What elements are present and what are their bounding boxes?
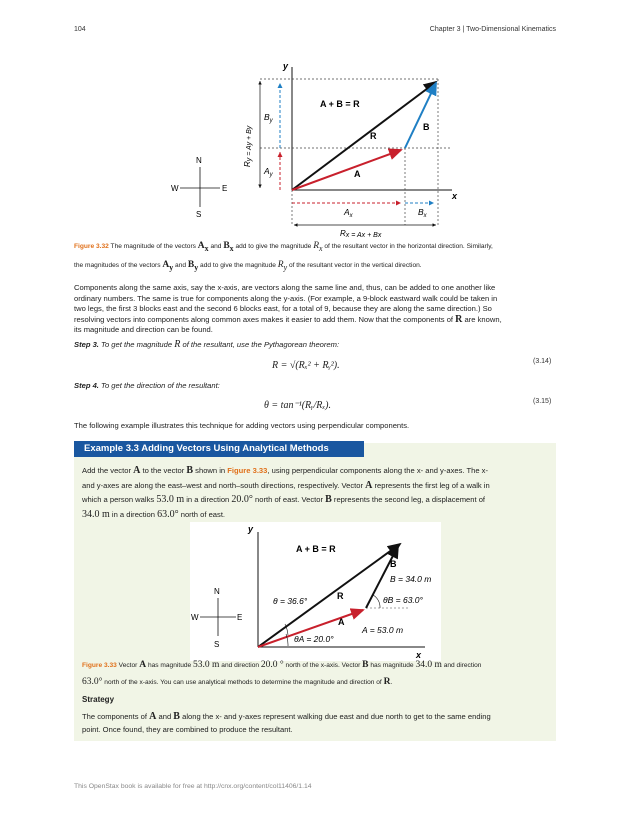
compass-icon (191, 587, 242, 649)
fig33-R: R (337, 591, 344, 601)
x-axis-label: x (452, 191, 458, 201)
label-Bx: $B_x$ (418, 207, 427, 219)
fig33-sum: A + B = R (296, 544, 336, 554)
label-Ay: $A_y$ (264, 166, 273, 178)
figure-3-32 (160, 55, 480, 240)
label-Ax: $A_x$ (344, 207, 353, 219)
equation-number-3-15: (3.15) (533, 398, 552, 405)
label-Rx-eq: Rx = Ax + Bx (340, 229, 382, 239)
vector-R (292, 82, 436, 190)
page-number: 104 (74, 26, 86, 33)
chapter-header: Chapter 3 | Two-Dimensional Kinematics (429, 26, 556, 33)
fig33-theta: θ = 36.6° (273, 596, 308, 606)
example-intro: Add the vector A to the vector B shown in Figure 3.33, using perpendicular components along the x- and y-axes. The x- and y-axes are along the east–west and north–south directions, respectively. Vector A represents the first leg of a walk in which a person walks 53.0 m in a direction 20.0° north of east. Vector B represents the second leg, a displacement of 34.0 m in a direction 63.0° north of east. (82, 465, 490, 520)
fig33-B: B (390, 559, 397, 569)
equation-number-3-14: (3.14) (533, 358, 552, 365)
label-sum: A + B = R (320, 99, 360, 109)
y-axis-label: y (283, 61, 289, 71)
equation-3-14: R = √(Rₓ² + Rᵧ²). (272, 360, 340, 371)
figure-3-33 (190, 522, 441, 661)
strategy-title: Strategy (82, 695, 115, 704)
figure-3-33-caption: Figure 3.33 Vector A has magnitude 53.0 m and direction 20.0 ° north of the x-axis. Vector B has magnitude 34.0 m and direction 63.0° north of the x-axis. You can use analytical methods to determine the magnitude and direction of R. (82, 660, 482, 687)
label-A: A (354, 169, 361, 179)
fig33-A-mag: A = 53.0 m (362, 625, 404, 635)
label-B: B (423, 122, 430, 132)
svg-text:N: N (196, 156, 202, 165)
svg-text:S: S (196, 210, 202, 219)
fig33-B-mag: B = 34.0 m (390, 574, 432, 584)
fig33-A: A (338, 617, 345, 627)
step-4: Step 4. To get the direction of the resultant: (74, 381, 220, 390)
svg-text:S: S (214, 640, 220, 649)
step-3: Step 3. To get the magnitude R of the resultant, use the Pythagorean theorem: (74, 339, 340, 350)
example-title: Example 3.3 Adding Vectors Using Analytical Methods (74, 441, 364, 457)
body-paragraph-2: The following example illustrates this technique for adding vectors using perpendicular components. (74, 421, 410, 430)
vector-A (292, 150, 401, 190)
label-By: $B_y$ (264, 112, 273, 124)
fig33-y-label: y (248, 524, 254, 534)
body-paragraph-1: Components along the same axis, say the x-axis, are vectors along the same line and, thus, can be added to one another like ordinary numbers. The same is true for components along the y-axis. (For example, a 9-block eastward walk could be taken in two legs, the first 3 blocks east and the second 6 blocks east, for a total of 9, because they are along the same direction.) So resolving vectors into components along common axes makes it easier to add them. Now that the components of R are known, its magnitude and direction can be found. (74, 283, 502, 335)
fig33-theta-B: θB = 63.0° (383, 595, 423, 605)
fig33-theta-A: θA = 20.0° (294, 634, 334, 644)
compass-icon (171, 156, 227, 219)
figure-3-32-caption: Figure 3.32 The magnitude of the vectors $A_x$ and $B_x$ add to give the magnitude $R_x$ of the resultant vector in the horizontal direction. Similarly, the magnitudes of the vectors $A_y$ and $B_y$ add to give the magnitude $R_y$ of the resultant vector in the vertical direction. (74, 241, 493, 272)
strategy-text: The components of A and B along the x- and y-axes represent walking due east and due north to get to the same ending point. Once found, they are combined to produce the resultant. (82, 711, 491, 734)
label-Ry-eq: Ry = Ay + By (243, 125, 253, 167)
svg-text:E: E (222, 184, 228, 193)
fig33-x-label: x (416, 650, 422, 660)
svg-text:N: N (214, 587, 220, 596)
label-R: R (370, 131, 377, 141)
svg-text:W: W (171, 184, 179, 193)
svg-text:E: E (237, 613, 243, 622)
svg-text:W: W (191, 613, 199, 622)
footer: This OpenStax book is available for free at http://cnx.org/content/col11406/1.14 (74, 783, 312, 790)
equation-3-15: θ = tan⁻¹(Rᵧ/Rₓ). (264, 400, 332, 411)
